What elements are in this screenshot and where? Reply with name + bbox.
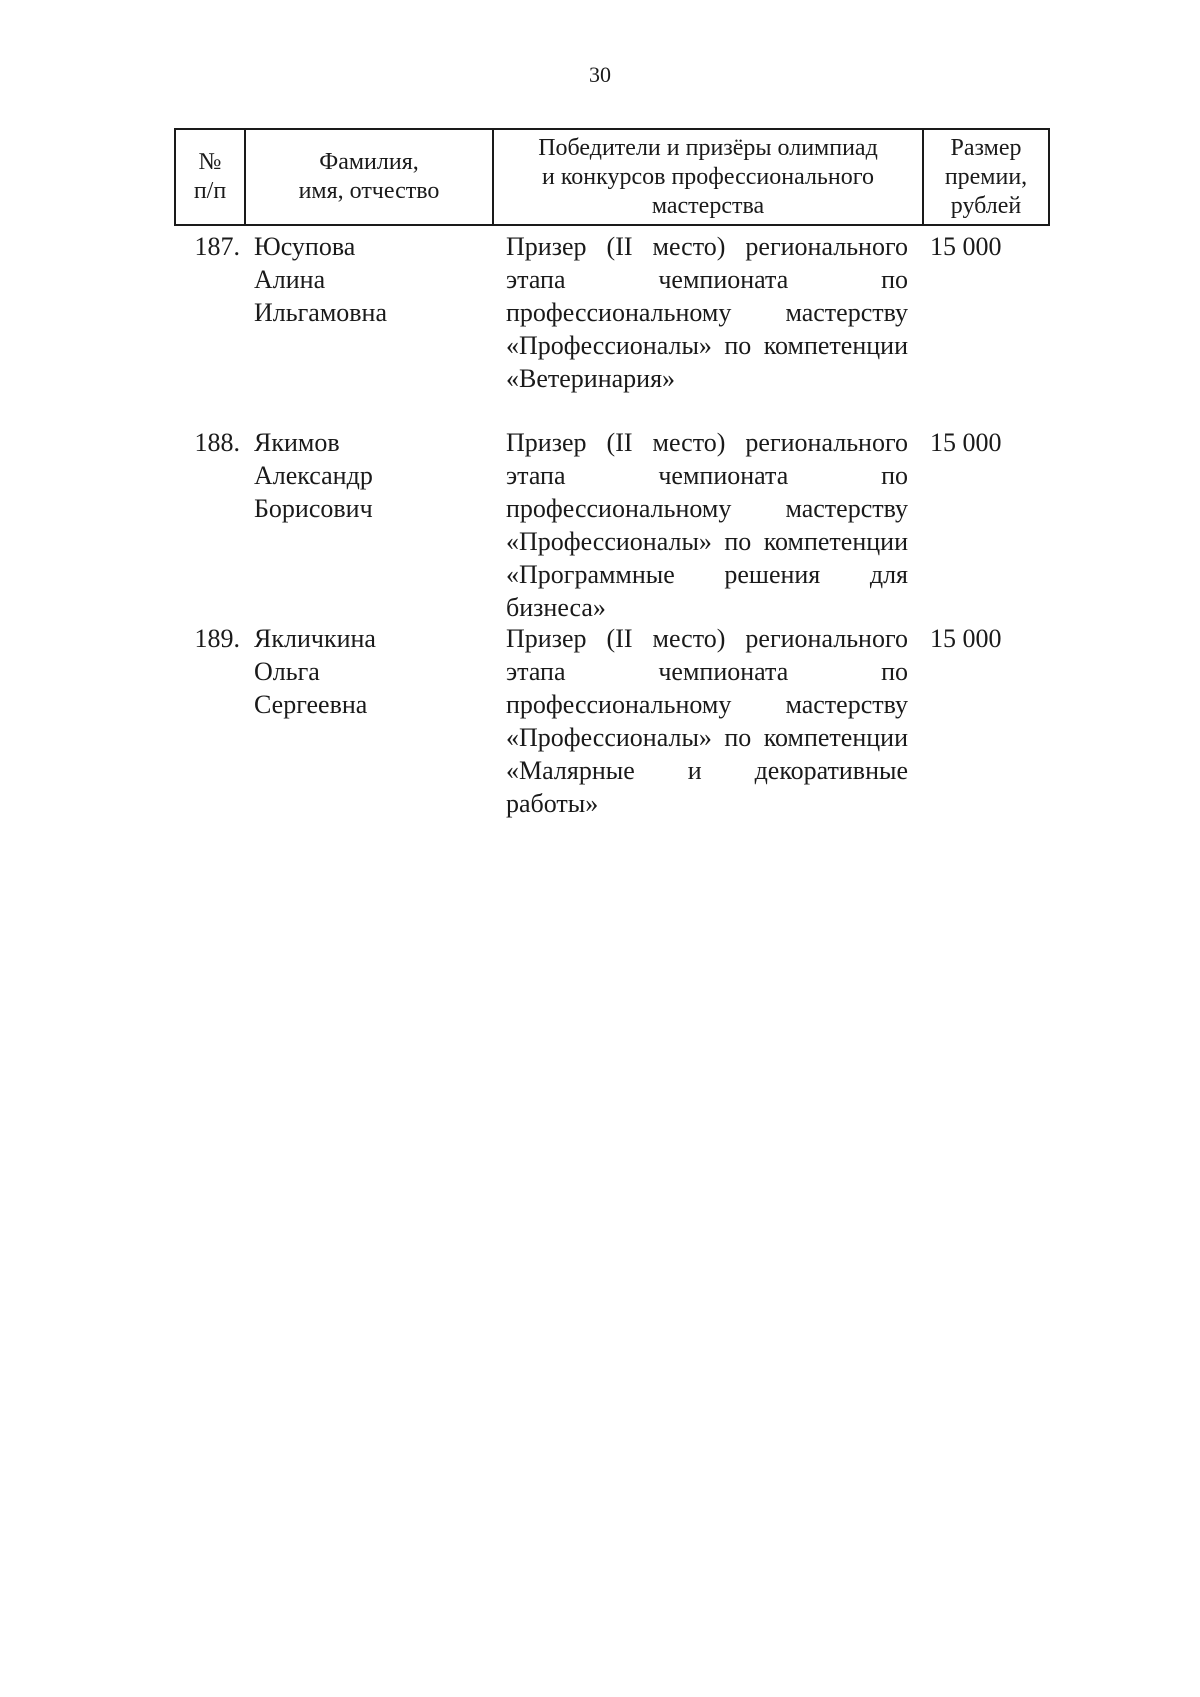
table-row [174, 622, 1050, 818]
surname: Юсупова [254, 232, 356, 261]
row-number: 187. [194, 232, 240, 261]
table-header [174, 128, 1050, 226]
header-prize-amount [922, 130, 1048, 224]
header-number [176, 130, 244, 224]
first-name: Александр [254, 461, 373, 490]
achievement-description: Призер (II место) регионального этапа чемпионата по профессиональному мастерству «Профессионалы» по компетенции «Программные решения для бизнеса» [506, 428, 908, 622]
first-name: Ольга [254, 657, 320, 686]
table-row [174, 230, 1050, 426]
header-prize-amount-label: Размер премии, рублей [944, 134, 1028, 219]
surname: Якимов [254, 428, 340, 457]
table-body [174, 230, 1050, 818]
patronymic: Ильгамовна [254, 298, 387, 327]
page-number: 30 [589, 62, 611, 87]
row-number: 188. [194, 428, 240, 457]
first-name: Алина [254, 265, 326, 294]
achievement-description: Призер (II место) регионального этапа чемпионата по профессиональному мастерству «Профессионалы» по компетенции «Малярные и декоративные работы» [506, 624, 908, 818]
patronymic: Борисович [254, 494, 373, 523]
header-full-name [244, 130, 492, 224]
full-name [242, 426, 490, 622]
full-name [242, 230, 490, 426]
header-full-name-label: Фамилия, имя, отчество [298, 149, 440, 204]
patronymic: Сергеевна [254, 690, 368, 719]
prize-amount: 15 000 [930, 232, 1002, 261]
table-row [174, 426, 1050, 622]
header-achievement-label: Победители и призёры олимпиад и конкурсов профессионального мастерства [538, 134, 878, 219]
header-achievement [492, 130, 922, 224]
full-name [242, 622, 490, 818]
row-number: 189. [194, 624, 240, 653]
header-number-label: № п/п [193, 149, 227, 204]
achievement-description: Призер (II место) регионального этапа чемпионата по профессиональному мастерству «Профессионалы» по компетенции «Ветеринария» [506, 232, 908, 393]
prize-amount: 15 000 [930, 624, 1002, 653]
surname: Якличкина [254, 624, 376, 653]
prize-amount: 15 000 [930, 428, 1002, 457]
